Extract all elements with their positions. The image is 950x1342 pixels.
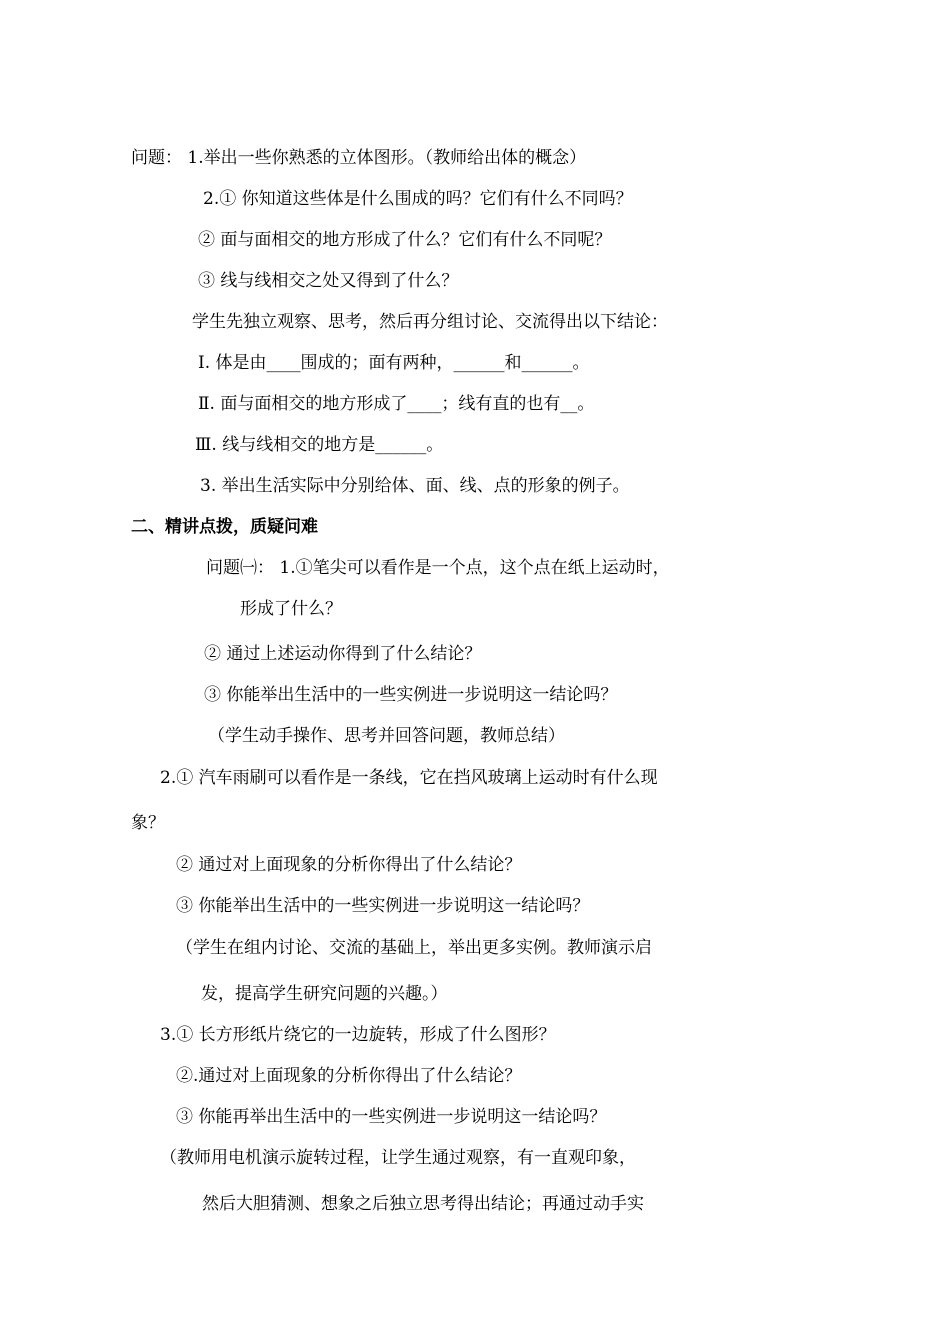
- problem-2-note-line: （学生在组内讨论、交流的基础上，举出更多实例。教师演示启: [176, 938, 652, 958]
- conclusion-iii-line: Ⅲ. 线与线相交的地方是______。: [195, 435, 444, 455]
- problem-2-2-line: ② 通过对上面现象的分析你得出了什么结论？: [176, 855, 522, 875]
- problem-3-note-line: （教师用电机演示旋转过程，让学生通过观察，有一直观印象，: [160, 1148, 636, 1168]
- problem-1-2-line: ② 通过上述运动你得到了什么结论？: [204, 644, 482, 664]
- conclusion-i-line: Ⅰ. 体是由____围成的；面有两种，______和______。: [198, 353, 590, 373]
- question-2-3-line: ③ 线与线相交之处又得到了什么？: [198, 271, 459, 291]
- problem-1-1-cont-line: 形成了什么？: [240, 599, 342, 619]
- conclusion-intro-line: 学生先独立观察、思考，然后再分组讨论、交流得出以下结论：: [192, 312, 668, 332]
- problem-3-2-line: ②.通过对上面现象的分析你得出了什么结论？: [176, 1066, 522, 1086]
- problem-3-3-line: ③ 你能再举出生活中的一些实例进一步说明这一结论吗？: [176, 1107, 607, 1127]
- problem-2-note-cont-line: 发，提高学生研究问题的兴趣。）: [201, 984, 448, 1004]
- problem-2-3-line: ③ 你能举出生活中的一些实例进一步说明这一结论吗？: [176, 896, 590, 916]
- section-heading: 二、精讲点拨，质疑问难: [131, 517, 318, 537]
- problem-3-note-cont-line: 然后大胆猜测、想象之后独立思考得出结论；再通过动手实: [202, 1194, 644, 1214]
- problem-1-note-line: （学生动手操作、思考并回答问题，教师总结）: [208, 726, 565, 746]
- problem-2-1-cont-line: 象？: [131, 813, 165, 833]
- problem-1-1-line: 问题㈠： 1.①笔尖可以看作是一个点，这个点在纸上运动时，: [206, 558, 670, 578]
- problem-1-3-line: ③ 你能举出生活中的一些实例进一步说明这一结论吗？: [204, 685, 618, 705]
- problem-3-1-line: 3.① 长方形纸片绕它的一边旋转，形成了什么图形？: [160, 1025, 556, 1045]
- question-2-2-line: ② 面与面相交的地方形成了什么？它们有什么不同呢？: [198, 230, 612, 250]
- question-1-line: 问题： 1.举出一些你熟悉的立体图形。（教师给出体的概念）: [131, 148, 587, 168]
- question-3-line: 3. 举出生活实际中分别给体、面、线、点的形象的例子。: [200, 476, 630, 496]
- problem-2-1-line: 2.① 汽车雨刷可以看作是一条线，它在挡风玻璃上运动时有什么现: [160, 768, 658, 788]
- question-2-1-line: 2.① 你知道这些体是什么围成的吗？它们有什么不同吗？: [203, 189, 633, 209]
- conclusion-ii-line: Ⅱ. 面与面相交的地方形成了____；线有直的也有__。: [198, 394, 595, 414]
